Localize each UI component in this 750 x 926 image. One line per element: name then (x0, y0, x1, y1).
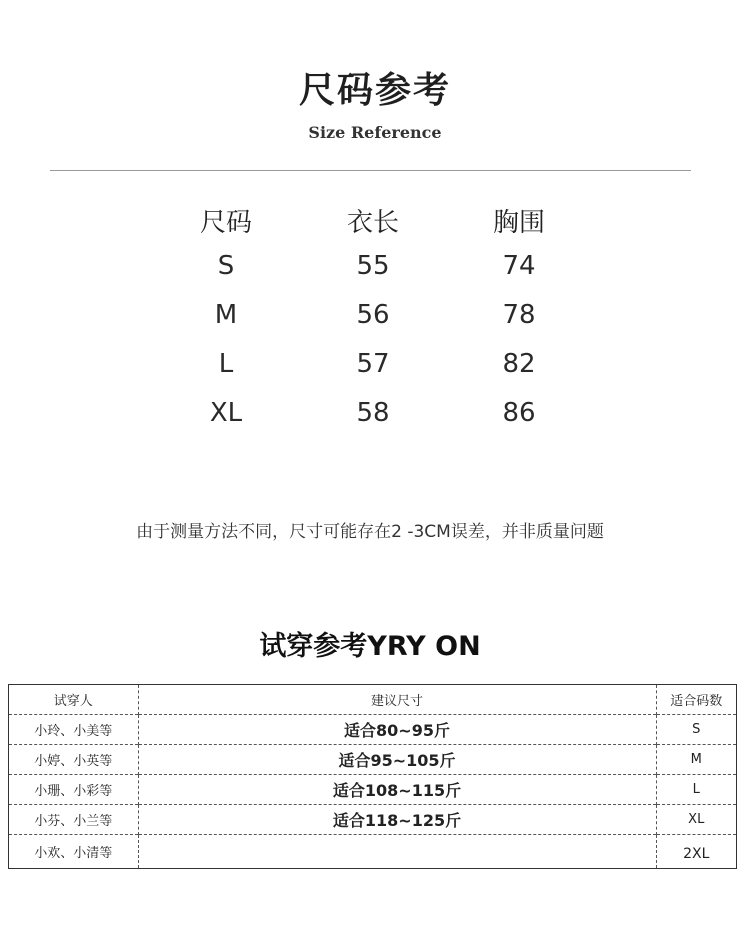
size-header-bust: 胸围 (492, 208, 545, 238)
size-header-size: 尺码 (199, 208, 252, 238)
size-cell-bust: 74 (502, 251, 536, 281)
tryon-cell-fit-size: XL (656, 805, 736, 835)
tryon-cell-recommend: 适合95~105斤 (138, 745, 656, 775)
tryon-cell-recommend: 适合108~115斤 (138, 775, 656, 805)
tryon-title: 试穿参考YRY ON (259, 631, 481, 662)
table-row (9, 715, 736, 745)
tryon-header-recommend: 建议尺寸 (138, 685, 656, 715)
tryon-header-fit-size: 适合码数 (656, 685, 736, 715)
size-table (0, 202, 750, 447)
size-cell-bust: 86 (502, 398, 536, 428)
size-row (0, 398, 750, 447)
tryon-cell-person: 小玲、小美等 (9, 715, 138, 745)
tryon-cell-person: 小婷、小英等 (9, 745, 138, 775)
page-title: 尺码参考 (298, 70, 451, 111)
size-cell-size: S (217, 251, 235, 281)
measurement-note: 由于测量方法不同，尺寸可能存在2 -3CM误差，并非质量问题 (136, 522, 604, 542)
size-table-header (0, 202, 750, 251)
table-row (9, 775, 736, 805)
table-row (9, 745, 736, 775)
tryon-cell-fit-size: S (656, 715, 736, 745)
size-cell-length: 57 (356, 349, 390, 379)
size-row (0, 251, 750, 300)
size-cell-size: M (214, 300, 238, 330)
tryon-cell-fit-size: 2XL (656, 835, 736, 869)
tryon-header-row (9, 685, 736, 715)
size-header-length: 衣长 (346, 208, 399, 238)
tryon-cell-recommend (138, 835, 656, 869)
size-cell-length: 58 (356, 398, 390, 428)
tryon-cell-person: 小欢、小清等 (9, 835, 138, 869)
tryon-cell-fit-size: M (656, 745, 736, 775)
tryon-cell-recommend: 适合80~95斤 (138, 715, 656, 745)
table-row (9, 805, 736, 835)
size-cell-size: XL (209, 398, 243, 428)
table-row (9, 835, 736, 869)
size-cell-size: L (218, 349, 234, 379)
tryon-cell-fit-size: L (656, 775, 736, 805)
size-row (0, 300, 750, 349)
tryon-cell-person: 小珊、小彩等 (9, 775, 138, 805)
size-cell-length: 56 (356, 300, 390, 330)
tryon-cell-recommend: 适合118~125斤 (138, 805, 656, 835)
page-subtitle: Size Reference (308, 123, 442, 142)
size-cell-bust: 82 (502, 349, 536, 379)
tryon-header-person: 试穿人 (53, 694, 93, 709)
divider (50, 170, 691, 171)
size-row (0, 349, 750, 398)
size-cell-length: 55 (356, 251, 390, 281)
size-cell-bust: 78 (502, 300, 536, 330)
tryon-table (9, 685, 736, 868)
tryon-cell-person: 小芬、小兰等 (9, 805, 138, 835)
